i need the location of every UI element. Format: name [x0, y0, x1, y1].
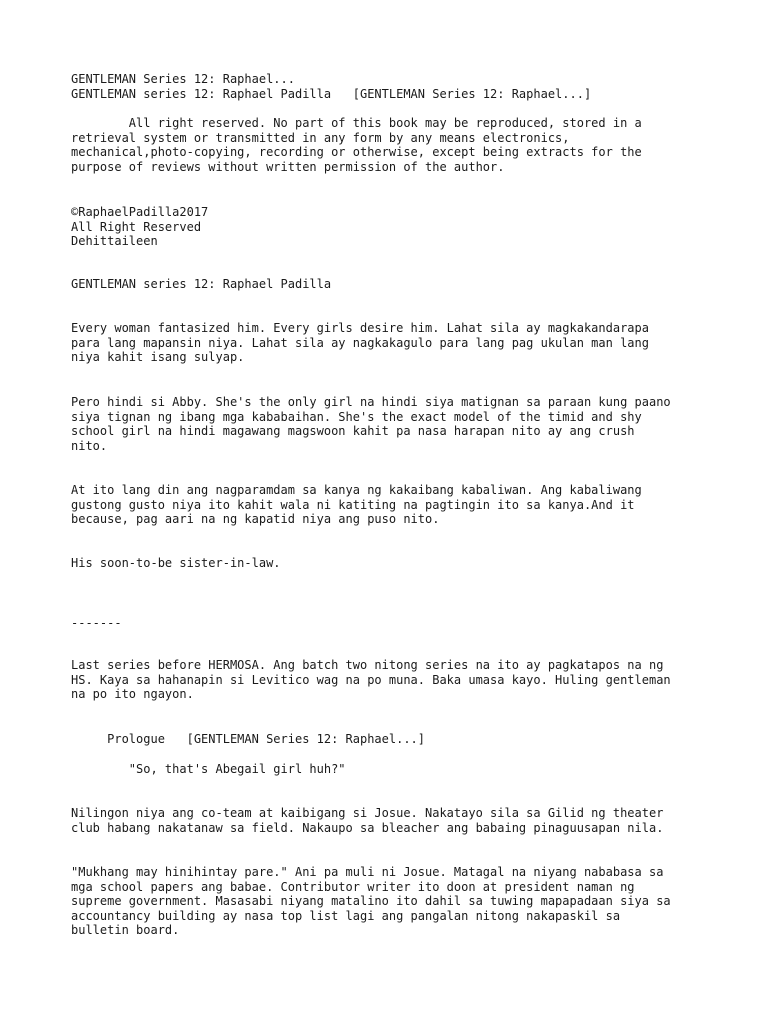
text-line: na po ito ngayon. — [71, 687, 194, 702]
header-line-2: GENTLEMAN series 12: Raphael Padilla [GENTLEMAN Series 12: Raphael...] — [71, 87, 592, 101]
series-title: GENTLEMAN series 12: Raphael Padilla — [71, 277, 332, 291]
header-line-1: GENTLEMAN Series 12: Raphael... — [71, 72, 295, 86]
paragraph — [71, 806, 663, 835]
text-line: mechanical,photo-copying, recording or otherwise, except being extracts for the — [71, 145, 642, 160]
text-line: club habang nakatanaw sa field. Nakaupo sa bleacher ang babaing pinaguusapan nila. — [71, 820, 664, 835]
paragraph: His soon-to-be sister-in-law. — [71, 556, 281, 570]
prologue-heading: Prologue [GENTLEMAN Series 12: Raphael...] — [71, 732, 426, 746]
text-line: retrieval system or transmitted in any form by any means electronics, — [71, 130, 570, 145]
author-line: Dehittaileen — [71, 234, 158, 249]
paragraph — [71, 658, 671, 702]
text-line: because, pag aari na ng kapatid niya ang puso nito. — [71, 512, 440, 527]
text-line: gustong gusto niya ito kahit wala ni katiting na pagtingin ito sa kanya.And it — [71, 497, 635, 512]
text-line: niya kahit isang sulyap. — [71, 350, 245, 365]
text-line: supreme government. Masasabi niyang matalino ito dahil sa tuwing mapapadaan siya sa — [71, 894, 671, 909]
text-line: purpose of reviews without written permission of the author. — [71, 159, 505, 174]
paragraph — [71, 395, 671, 453]
text-line: Last series before HERMOSA. Ang batch two nitong series na ito ay pagkatapos na ng — [71, 658, 664, 672]
paragraph — [71, 483, 642, 527]
quote: "So, that's Abegail girl huh?" — [71, 762, 346, 776]
copyright-notice — [71, 116, 642, 174]
text-line: siya tignan ng ibang mga kababaihan. She's the exact model of the timid and shy — [71, 409, 642, 424]
credits — [71, 205, 208, 249]
paragraph — [71, 865, 671, 938]
text-line: At ito lang din ang nagparamdam sa kanya ng kakaibang kabaliwan. Ang kabaliwang — [71, 483, 642, 497]
text-line: HS. Kaya sa hahanapin si Levitico wag na po muna. Baka umasa kayo. Huling gentleman — [71, 672, 671, 687]
text-line: school girl na hindi magawang magswoon kahit pa nasa harapan nito ay ang crush — [71, 424, 635, 439]
text-line: para lang mapansin niya. Lahat sila ay nagkakagulo para lang pag ukulan man lang — [71, 335, 649, 350]
divider: ------- — [71, 616, 122, 630]
text-line: Every woman fantasized him. Every girls desire him. Lahat sila ay magkakandarapa — [71, 321, 649, 335]
text-line: "Mukhang may hinihintay pare." Ani pa muli ni Josue. Matagal na niyang nababasa sa — [71, 865, 664, 879]
text-line: bulletin board. — [71, 923, 180, 938]
text-line: mga school papers ang babae. Contributor writer ito doon at president naman ng — [71, 879, 635, 894]
text-line: Nilingon niya ang co-team at kaibigang si Josue. Nakatayo sila sa Gilid ng theater — [71, 806, 664, 820]
copyright-line: ©RaphaelPadilla2017 — [71, 205, 209, 219]
text-line: All right reserved. No part of this book may be reproduced, stored in a — [71, 116, 642, 130]
text-line: Pero hindi si Abby. She's the only girl na hindi siya matignan sa paraan kung paano — [71, 395, 671, 409]
paragraph — [71, 321, 649, 365]
text-line: nito. — [71, 438, 108, 453]
text-line: accountancy building ay nasa top list lagi ang pangalan nitong nakapaskil sa — [71, 908, 621, 923]
rights-line: All Right Reserved — [71, 219, 202, 234]
